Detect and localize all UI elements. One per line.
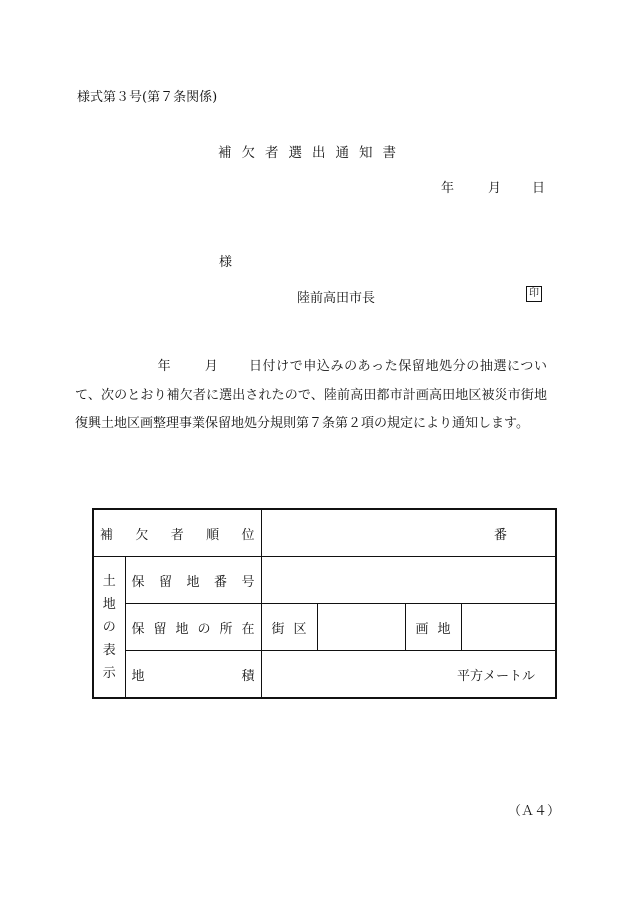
date-line <box>441 177 545 196</box>
label-char: 番 <box>214 574 228 590</box>
block-label <box>262 618 317 637</box>
label-char: の <box>197 621 211 637</box>
area-value-cell <box>261 651 556 699</box>
seal-mark: 印 <box>526 286 542 302</box>
area-label <box>126 665 261 684</box>
label-char: 所 <box>219 621 233 637</box>
label-char: 保 <box>131 574 145 590</box>
location-label <box>126 618 261 637</box>
notice-body <box>75 353 547 439</box>
sender-name: 陸前高田市長 <box>297 291 376 306</box>
label-char: 表 <box>102 642 116 658</box>
date-day: 日 <box>532 181 546 196</box>
label-char: 地 <box>175 621 189 637</box>
parcel-label <box>406 618 461 637</box>
rank-label-cell <box>93 509 261 557</box>
lot-number-label-cell <box>125 557 261 604</box>
date-year: 年 <box>441 181 455 196</box>
label-char: 保 <box>131 621 145 637</box>
label-char: 留 <box>159 574 173 590</box>
label-char: 地 <box>186 574 200 590</box>
label-char: 画 <box>415 621 429 637</box>
label-char: 区 <box>293 621 307 637</box>
document-title: 補欠者選出通知書 <box>218 145 406 161</box>
rank-value-cell <box>261 509 556 557</box>
notice-table <box>92 508 557 699</box>
label-char: 位 <box>241 527 255 543</box>
label-char: 地 <box>131 668 145 684</box>
label-char: 地 <box>437 621 451 637</box>
lot-number-label <box>126 571 261 590</box>
lot-number-value <box>261 557 556 604</box>
lot-number-row <box>93 557 556 604</box>
label-char: 欠 <box>135 527 149 543</box>
parcel-value <box>461 604 556 651</box>
label-char: 者 <box>170 527 184 543</box>
addressee: 様 <box>219 255 233 270</box>
location-label-cell <box>125 604 261 651</box>
form-number: 様式第３号(第７条関係) <box>77 90 218 105</box>
label-char: 順 <box>206 527 220 543</box>
rank-unit: 番 <box>493 527 507 543</box>
label-char: 補 <box>100 527 114 543</box>
label-char: 積 <box>241 668 255 684</box>
area-unit: 平方メートル <box>456 668 535 684</box>
label-char: 号 <box>241 574 255 590</box>
location-row <box>93 604 556 651</box>
land-group-label <box>94 570 125 685</box>
rank-label <box>94 524 261 543</box>
body-month: 月 <box>204 359 219 374</box>
page-size-note: （Ａ４） <box>508 804 561 819</box>
parcel-label-cell <box>405 604 461 651</box>
body-year: 年 <box>157 359 172 374</box>
label-char: 街 <box>271 621 285 637</box>
label-char: 地 <box>102 596 116 612</box>
label-char: の <box>102 619 116 635</box>
body-text: 日付けで申込みのあった保留地処分の抽選について、次のとおり補欠者に選出されたので、陸前高田都市計画高田地区被災市街地復興土地区画整理事業保留地処分規則第７条第２項の規定により通知します。 <box>75 359 547 431</box>
label-char: 土 <box>102 573 116 589</box>
block-label-cell <box>261 604 317 651</box>
label-char: 留 <box>153 621 167 637</box>
date-month: 月 <box>488 181 502 196</box>
block-value <box>317 604 405 651</box>
area-label-cell <box>125 651 261 699</box>
area-row <box>93 651 556 699</box>
label-char: 在 <box>241 621 255 637</box>
land-group-cell <box>93 557 125 699</box>
rank-row <box>93 509 556 557</box>
label-char: 示 <box>102 665 116 681</box>
